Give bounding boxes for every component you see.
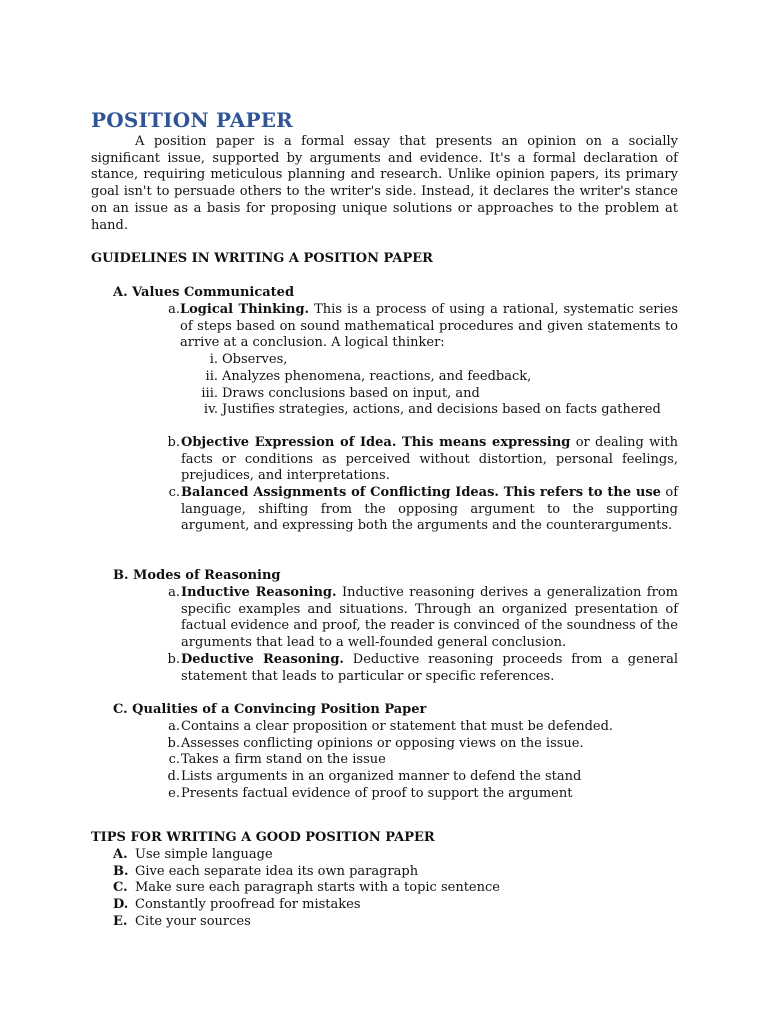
list-item-text	[181, 435, 678, 485]
item-body: Deductive reasoning proceeds from a general statement that leads to particular or specific references.	[181, 652, 679, 684]
item-body: This is a process of using a rational, systematic series of steps based on sound mathematical procedures and given statements to arrive at a conclusion. A logical thinker:	[180, 302, 678, 351]
roman-text: Justifies strategies, actions, and decisions based on facts gathered	[222, 402, 661, 418]
tip-marker: D.	[113, 897, 129, 912]
list-item-text: Takes a firm stand on the issue	[181, 752, 386, 767]
list-marker: c.	[168, 752, 180, 767]
list-item-text	[181, 585, 678, 652]
list-item-text	[180, 302, 678, 419]
list-marker: b.	[167, 435, 180, 450]
list-marker: b.	[167, 736, 180, 751]
item-body: of language, shifting from the opposing argument to the supporting argument, and expressing both the arguments and the counterarguments.	[181, 485, 679, 534]
list-marker: d.	[167, 769, 180, 784]
intro-text: A position paper is a formal essay that presents an opinion on a socially significant issue, supported by arguments and evidence. It's a formal declaration of stance, requiring meticulous planning and research. Unlike opinion papers, its primary goal isn't to persuade others to the writer's side. Instead, it declares the writer's stance on an issue as a basis for proposing unique solutions or approaches to the problem at hand.	[91, 134, 678, 233]
roman-text: Observes,	[222, 352, 288, 368]
roman-item-2	[176, 369, 678, 386]
page-title: POSITION PAPER	[91, 108, 293, 132]
section-c-heading: C. Qualities of a Convincing Position Paper	[113, 702, 427, 717]
item-bold-lead: Objective Expression of Idea. This means expressing	[181, 435, 571, 450]
tip-item	[113, 864, 418, 881]
roman-text: Draws conclusions based on input, and	[222, 385, 480, 401]
intro-paragraph	[91, 134, 678, 234]
tip-item	[113, 897, 361, 914]
tip-text: Cite your sources	[135, 914, 251, 929]
list-marker: e.	[168, 786, 180, 801]
section-c-item	[158, 769, 678, 786]
roman-marker: ii.	[205, 368, 218, 384]
tip-text: Use simple language	[135, 847, 273, 862]
roman-item-3	[176, 386, 678, 403]
section-b-heading: B. Modes of Reasoning	[113, 568, 281, 583]
roman-marker: iii.	[201, 385, 218, 401]
roman-item-4	[176, 402, 678, 419]
list-item-text: Lists arguments in an organized manner to defend the stand	[181, 769, 582, 784]
tip-text: Give each separate idea its own paragraph	[135, 864, 419, 879]
list-item-text: Assesses conflicting opinions or opposing views on the issue.	[181, 736, 584, 751]
tip-item	[113, 914, 251, 931]
tip-marker: B.	[113, 864, 129, 879]
guidelines-heading: GUIDELINES IN WRITING A POSITION PAPER	[91, 251, 433, 266]
tip-text: Constantly proofread for mistakes	[135, 897, 361, 912]
item-body: or dealing with facts or conditions as perceived without distortion, personal feelings, prejudices, and interpretations.	[181, 435, 678, 484]
list-marker: b.	[167, 652, 180, 667]
list-item-text	[181, 652, 678, 685]
section-c-item	[158, 736, 678, 753]
tip-marker: E.	[113, 914, 128, 929]
tip-marker: C.	[113, 880, 128, 895]
section-a-heading: A. Values Communicated	[113, 285, 295, 300]
roman-list	[176, 352, 678, 419]
item-bold-lead: Deductive Reasoning.	[181, 652, 344, 667]
tips-heading: TIPS FOR WRITING A GOOD POSITION PAPER	[91, 830, 435, 845]
tip-item	[113, 880, 500, 897]
item-body: Inductive reasoning derives a generalization from specific examples and situations. Through an organized presentation of factual evidence and proof, the reader is convinced of the soundness of the arguments that lead to a well-founded general conclusion.	[181, 585, 678, 651]
roman-item-1	[176, 352, 678, 369]
item-bold-lead: Balanced Assignments of Conflicting Ideas. This refers to the use	[181, 485, 661, 500]
section-c-item	[158, 786, 678, 803]
list-marker: c.	[168, 485, 180, 500]
item-bold-lead: Inductive Reasoning.	[181, 585, 337, 600]
roman-marker: iv.	[203, 402, 218, 418]
section-a-item-c	[158, 485, 678, 535]
roman-marker: i.	[209, 352, 218, 368]
section-a-item-a	[158, 302, 678, 419]
tip-text: Make sure each paragraph starts with a topic sentence	[135, 880, 500, 895]
section-c-item	[158, 752, 678, 769]
section-c-item	[158, 719, 678, 736]
section-b-item-a	[158, 585, 678, 652]
list-item-text	[181, 485, 678, 535]
roman-text: Analyzes phenomena, reactions, and feedback,	[222, 368, 532, 384]
item-bold-lead: Logical Thinking.	[180, 302, 310, 317]
list-marker: a.	[168, 719, 180, 734]
list-item-text: Presents factual evidence of proof to support the argument	[181, 786, 573, 801]
section-b-item-b	[158, 652, 678, 685]
list-item-text: Contains a clear proposition or statement that must be defended.	[181, 719, 614, 734]
list-marker: a.	[168, 585, 180, 600]
tip-marker: A.	[113, 847, 128, 862]
section-a-item-b	[158, 435, 678, 485]
list-marker: a.	[168, 302, 180, 317]
tip-item	[113, 847, 273, 864]
